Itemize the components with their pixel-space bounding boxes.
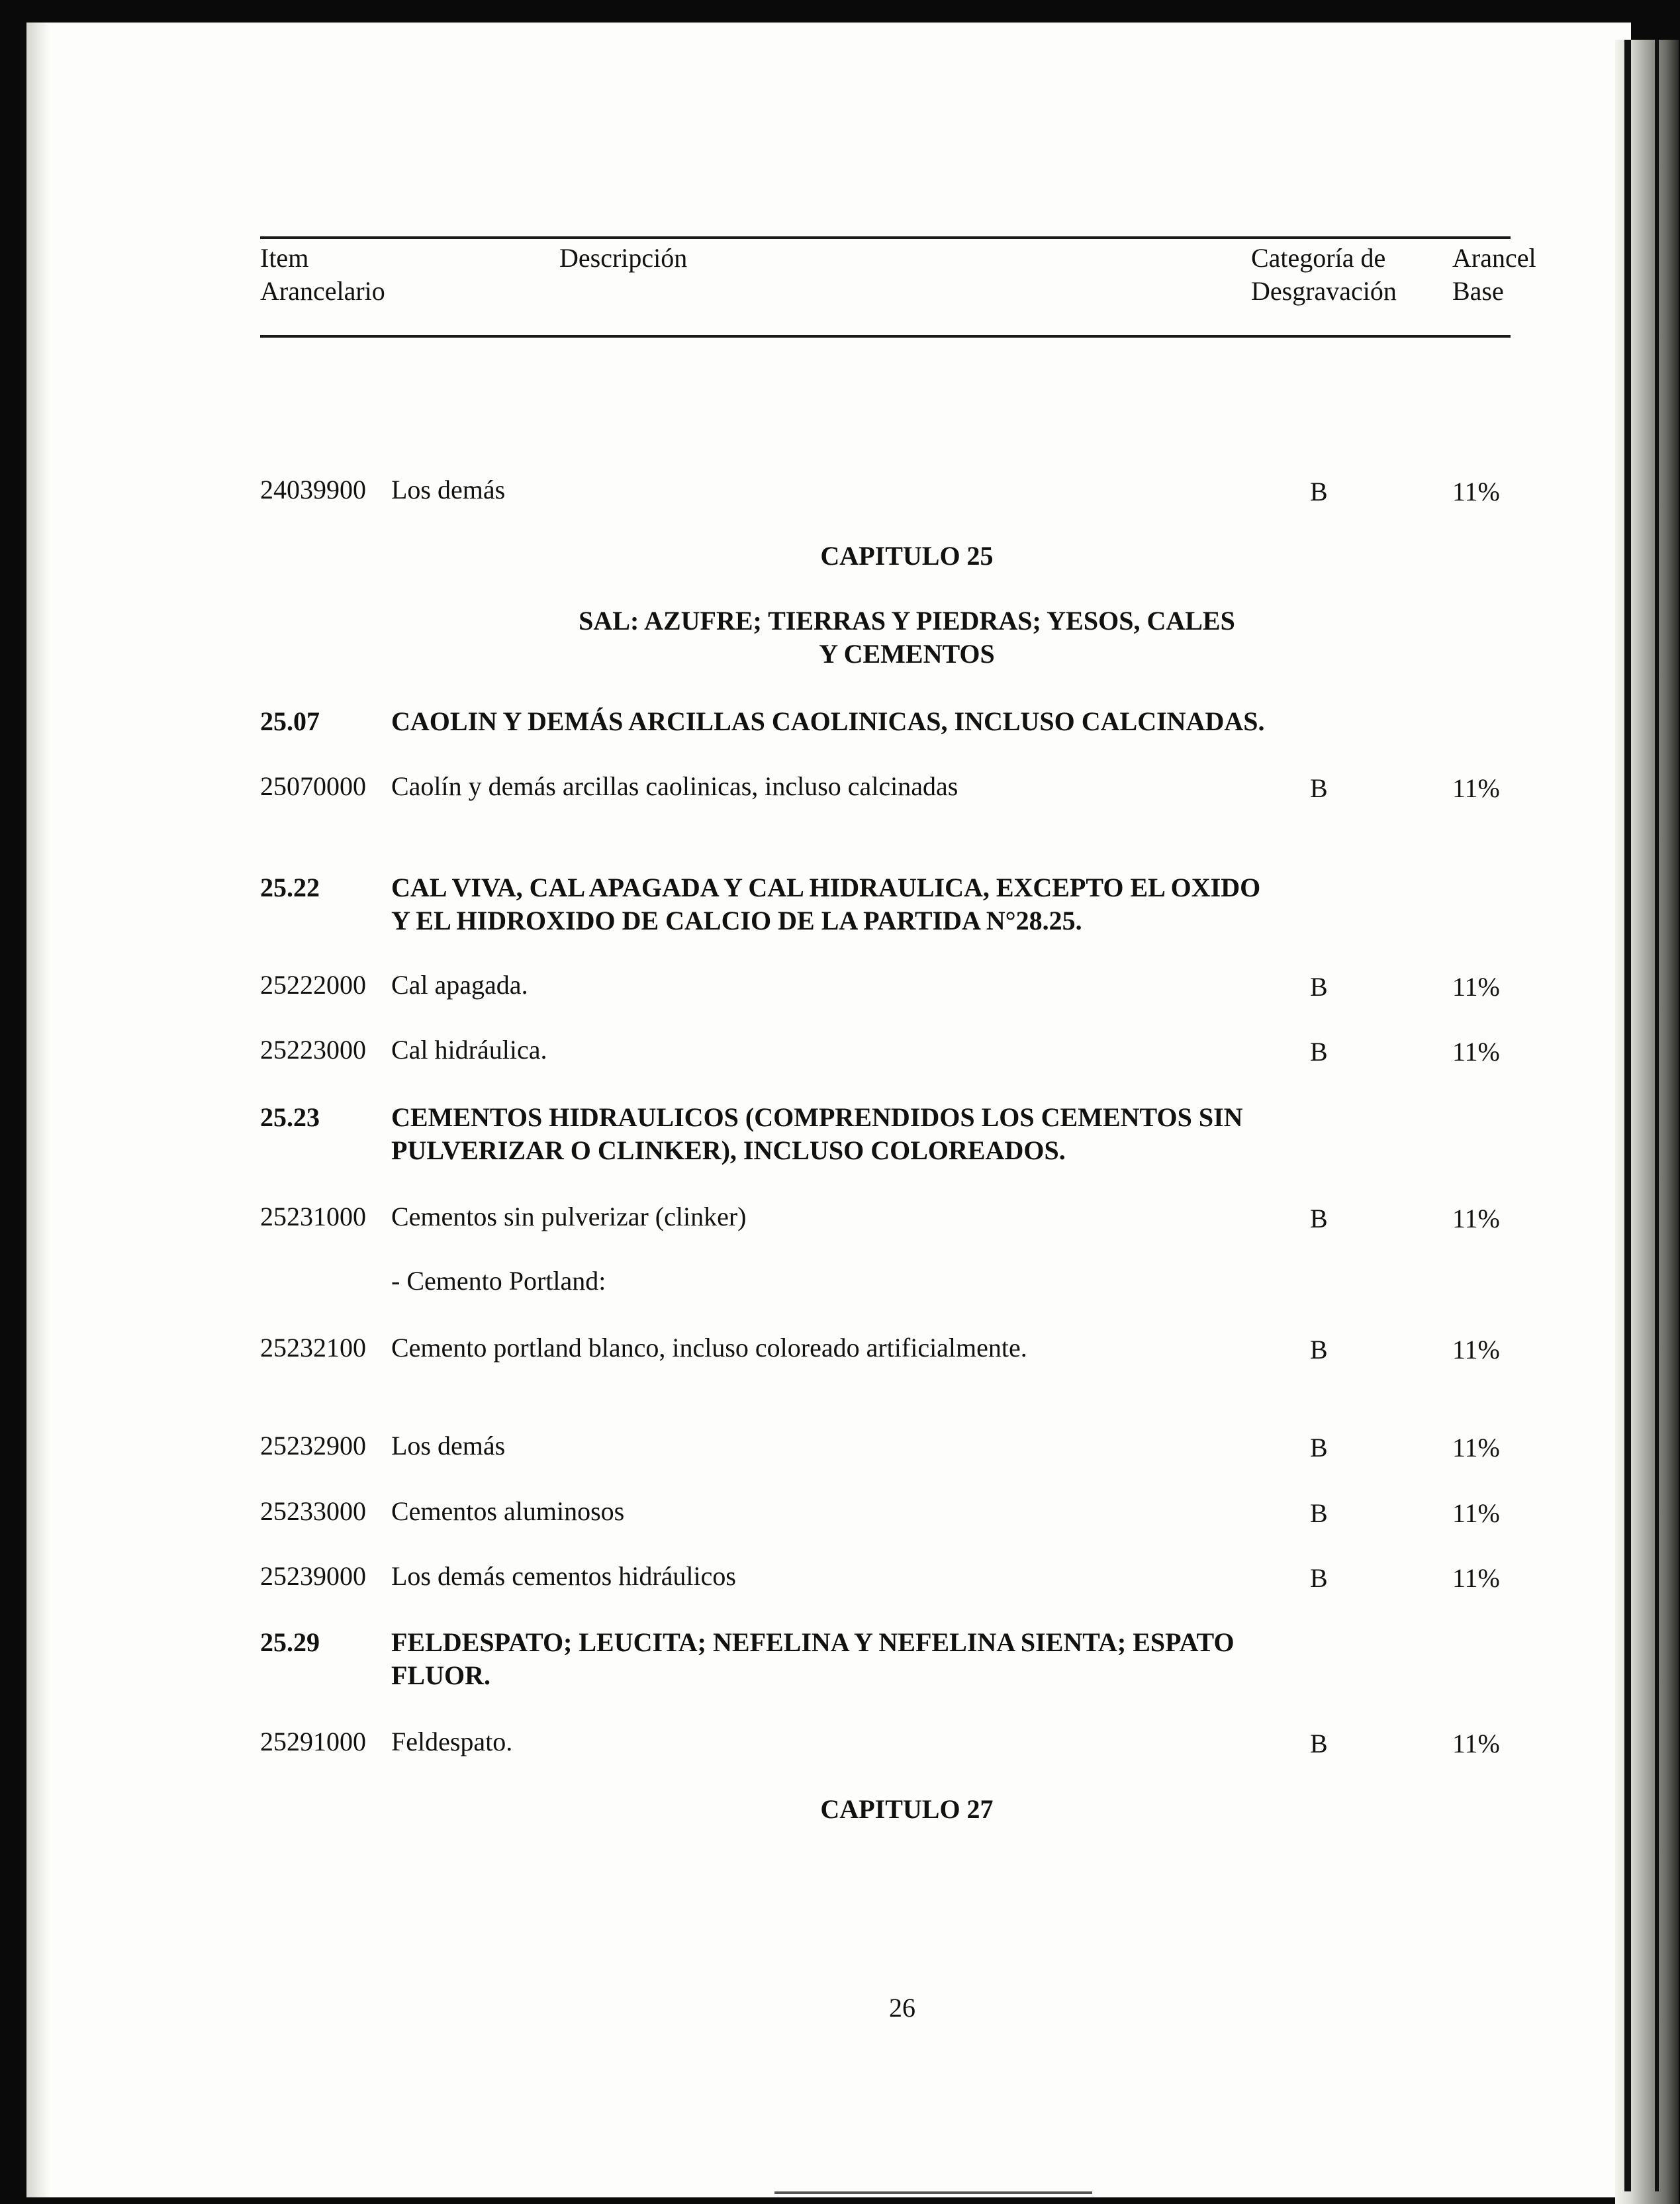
item-category: B xyxy=(1310,1433,1328,1462)
item-code: 25231000 xyxy=(260,1202,366,1231)
item-rate: 11% xyxy=(1452,1563,1500,1593)
heading-code: 25.29 xyxy=(260,1627,320,1657)
item-category: B xyxy=(1310,1204,1328,1233)
heading-text-line1: FELDESPATO; LEUCITA; NEFELINA Y NEFELINA SIENTA; ESPATO xyxy=(391,1627,1235,1657)
item-rate: 11% xyxy=(1452,972,1500,1002)
heading-text-line1: CEMENTOS HIDRAULICOS (COMPRENDIDOS LOS CEMENTOS SIN xyxy=(391,1102,1243,1132)
header-bottom-rule xyxy=(260,335,1511,338)
chapter-title: CAPITULO 25 xyxy=(820,541,994,571)
heading-text-line2: PULVERIZAR O CLINKER), INCLUSO COLOREADOS. xyxy=(391,1135,1066,1165)
item-code: 25232100 xyxy=(260,1333,366,1363)
heading-code: 25.07 xyxy=(260,706,320,736)
header-tariff-line1: Arancel xyxy=(1452,243,1536,273)
item-category: B xyxy=(1310,1729,1328,1758)
book-edge-line xyxy=(1655,40,1659,2191)
item-rate: 11% xyxy=(1452,1729,1500,1758)
heading-text-line2: Y EL HIDROXIDO DE CALCIO DE LA PARTIDA N°28.25. xyxy=(391,906,1082,935)
item-category: B xyxy=(1310,1335,1328,1365)
item-rate: 11% xyxy=(1452,1335,1500,1365)
item-description: Los demás xyxy=(391,475,506,504)
item-rate: 11% xyxy=(1452,1037,1500,1067)
heading-code: 25.22 xyxy=(260,873,320,902)
header-item-line2: Arancelario xyxy=(260,276,385,306)
chapter-title: CAPITULO 27 xyxy=(820,1794,994,1824)
item-code: 25291000 xyxy=(260,1727,366,1756)
item-rate: 11% xyxy=(1452,477,1500,506)
book-edge-line xyxy=(1624,40,1631,2191)
heading-text-line1: CAOLIN Y DEMÁS ARCILLAS CAOLINICAS, INCLUSO CALCINADAS. xyxy=(391,706,1265,736)
scan-artifact-line xyxy=(774,2191,1092,2194)
heading-text-line1: CAL VIVA, CAL APAGADA Y CAL HIDRAULICA, EXCEPTO EL OXIDO xyxy=(391,873,1261,902)
header-item-line1: Item xyxy=(260,243,309,273)
item-description: Cementos sin pulverizar (clinker) xyxy=(391,1202,747,1231)
item-rate: 11% xyxy=(1452,1498,1500,1528)
item-code: 25070000 xyxy=(260,771,366,801)
heading-text-line2: FLUOR. xyxy=(391,1660,490,1690)
header-description: Descripción xyxy=(559,243,688,273)
item-code: 25233000 xyxy=(260,1496,366,1526)
item-rate: 11% xyxy=(1452,1204,1500,1233)
item-description: Feldespato. xyxy=(391,1727,513,1756)
item-code: 25232900 xyxy=(260,1431,366,1461)
item-description: Cemento portland blanco, incluso coloreado artificialmente. xyxy=(391,1333,1027,1363)
item-category: B xyxy=(1310,1563,1328,1593)
subheading-portland: - Cemento Portland: xyxy=(391,1266,606,1296)
item-code: 24039900 xyxy=(260,475,366,504)
item-category: B xyxy=(1310,972,1328,1002)
item-description: Los demás xyxy=(391,1431,506,1461)
item-code: 25223000 xyxy=(260,1035,366,1065)
chapter-subtitle-line1: SAL: AZUFRE; TIERRAS Y PIEDRAS; YESOS, CALES xyxy=(579,606,1235,636)
header-top-rule xyxy=(260,236,1511,239)
item-description: Caolín y demás arcillas caolinicas, incluso calcinadas xyxy=(391,771,958,801)
item-description: Cementos aluminosos xyxy=(391,1496,625,1526)
item-category: B xyxy=(1310,1037,1328,1067)
item-category: B xyxy=(1310,477,1328,506)
item-code: 25239000 xyxy=(260,1561,366,1591)
item-description: Cal apagada. xyxy=(391,970,528,1000)
item-description: Los demás cementos hidráulicos xyxy=(391,1561,736,1591)
item-code: 25222000 xyxy=(260,970,366,1000)
header-category-line1: Categoría de xyxy=(1251,243,1386,273)
header-category-line2: Desgravación xyxy=(1251,276,1397,306)
item-category: B xyxy=(1310,773,1328,803)
heading-code: 25.23 xyxy=(260,1102,320,1132)
item-rate: 11% xyxy=(1452,773,1500,803)
page-fold-shadow xyxy=(26,23,50,2197)
item-category: B xyxy=(1310,1498,1328,1528)
page-number: 26 xyxy=(889,1993,915,2023)
chapter-subtitle-line2: Y CEMENTOS xyxy=(819,639,995,669)
header-tariff-line2: Base xyxy=(1452,276,1504,306)
item-rate: 11% xyxy=(1452,1433,1500,1462)
item-description: Cal hidráulica. xyxy=(391,1035,547,1065)
